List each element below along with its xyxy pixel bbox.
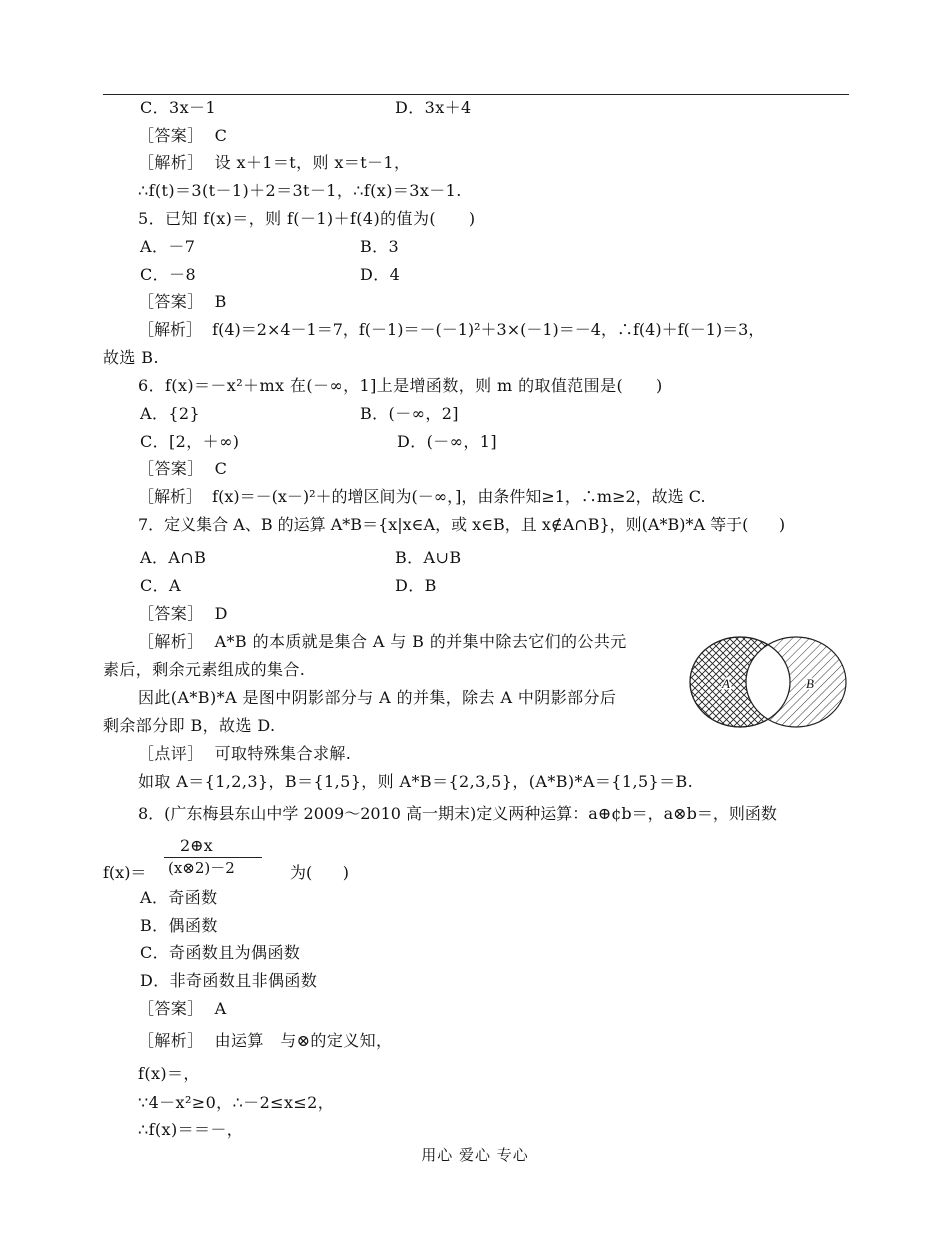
analysis-q7-line3: 因此(A*B)*A 是图中阴影部分与 A 的并集，除去 A 中阴影部分后 xyxy=(138,688,617,707)
option-c-q4: C．3x－1 xyxy=(140,98,217,117)
analysis-q5-line2: 故选 B. xyxy=(103,348,159,367)
analysis-q7-line1: ［解析］ A*B 的本质就是集合 A 与 B 的并集中除去它们的公共元 xyxy=(138,632,627,651)
analysis-q8-line3: ∵4－x²≥0，∴－2≤x≤2， xyxy=(138,1093,335,1112)
option-d-q4: D．3x＋4 xyxy=(395,98,472,117)
comment-q7-example: 如取 A＝{1,2,3}，B＝{1,5}，则 A*B＝{2,3,5}，(A*B)*A＝{1,5}＝B. xyxy=(138,772,694,791)
option-d-q7: D．B xyxy=(395,576,437,595)
analysis-q8-line4: ∴f(x)＝＝－， xyxy=(138,1120,244,1139)
answer-q7: ［答案］ D xyxy=(138,604,228,623)
analysis-q4-line1: ［解析］ 设 x＋1＝t，则 x＝t－1， xyxy=(138,153,411,172)
option-a-q6: A．{2} xyxy=(140,404,201,423)
option-c-q8: C．奇函数且为偶函数 xyxy=(140,943,301,962)
venn-label-b: B xyxy=(806,676,814,691)
answer-q5: ［答案］ B xyxy=(138,292,227,311)
analysis-q8-line1: ［解析］ 由运算 与⊗的定义知， xyxy=(138,1031,393,1050)
venn-label-a: A xyxy=(722,676,730,691)
option-b-q6: B．(－∞，2] xyxy=(360,404,459,423)
option-c-q5: C．－8 xyxy=(140,265,197,284)
question-7: 7．定义集合 A、B 的运算 A*B＝{x|x∈A，或 x∈B，且 x∉A∩B}，则(A*B)*A 等于( ) xyxy=(138,515,786,534)
page-footer: 用心 爱心 专心 xyxy=(421,1146,529,1164)
analysis-q6: ［解析］ f(x)＝－(x－)²＋的增区间为(－∞，]，由条件知≥1，∴m≥2，故选 C. xyxy=(138,487,706,506)
option-b-q5: B．3 xyxy=(360,237,400,256)
option-c-q7: C．A xyxy=(140,576,181,595)
fraction-denominator: (x⊗2)－2 xyxy=(168,859,235,877)
analysis-q7-line4: 剩余部分即 B，故选 D. xyxy=(103,716,276,735)
answer-q4: ［答案］ C xyxy=(138,126,228,145)
fraction-lhs: f(x)＝ xyxy=(103,863,147,882)
question-5: 5．已知 f(x)＝，则 f(－1)＋f(4)的值为( ) xyxy=(138,209,476,228)
fraction-numerator: 2⊕x xyxy=(180,836,213,855)
option-b-q8: B．偶函数 xyxy=(140,916,218,935)
option-c-q6: C．[2，＋∞) xyxy=(140,432,240,451)
answer-q8: ［答案］ A xyxy=(138,999,227,1018)
option-b-q7: B．A∪B xyxy=(395,548,462,567)
option-d-q5: D．4 xyxy=(360,265,401,284)
option-a-q8: A．奇函数 xyxy=(140,888,218,907)
answer-q6: ［答案］ C xyxy=(138,459,228,478)
header-rule xyxy=(103,94,849,95)
analysis-q8-line2: f(x)＝， xyxy=(138,1064,200,1083)
comment-q7: ［点评］ 可取特殊集合求解. xyxy=(138,744,352,763)
analysis-q5-line1: ［解析］ f(4)＝2×4－1＝7，f(－1)＝－(－1)²＋3×(－1)＝－4，∴f(4)＋f(－1)＝3， xyxy=(138,320,765,339)
option-d-q6: D．(－∞，1] xyxy=(397,432,498,451)
venn-diagram xyxy=(688,632,848,732)
question-8: 8．(广东梅县东山中学 2009～2010 高一期末)定义两种运算：a⊕¢b＝，a⊗b＝，则函数 xyxy=(138,804,777,823)
question-6: 6．f(x)＝－x²＋mx 在(－∞，1]上是增函数，则 m 的取值范围是( ) xyxy=(138,376,663,395)
function-fraction xyxy=(100,836,350,886)
analysis-q7-line2: 素后，剩余元素组成的集合. xyxy=(103,660,306,679)
option-a-q5: A．－7 xyxy=(140,237,196,256)
option-d-q8: D．非奇函数且非偶函数 xyxy=(140,971,318,990)
fraction-tail: 为( ) xyxy=(290,863,350,882)
option-a-q7: A．A∩B xyxy=(140,548,207,567)
analysis-q4-line2: ∴f(t)＝3(t－1)＋2＝3t－1，∴f(x)＝3x－1. xyxy=(138,181,462,200)
